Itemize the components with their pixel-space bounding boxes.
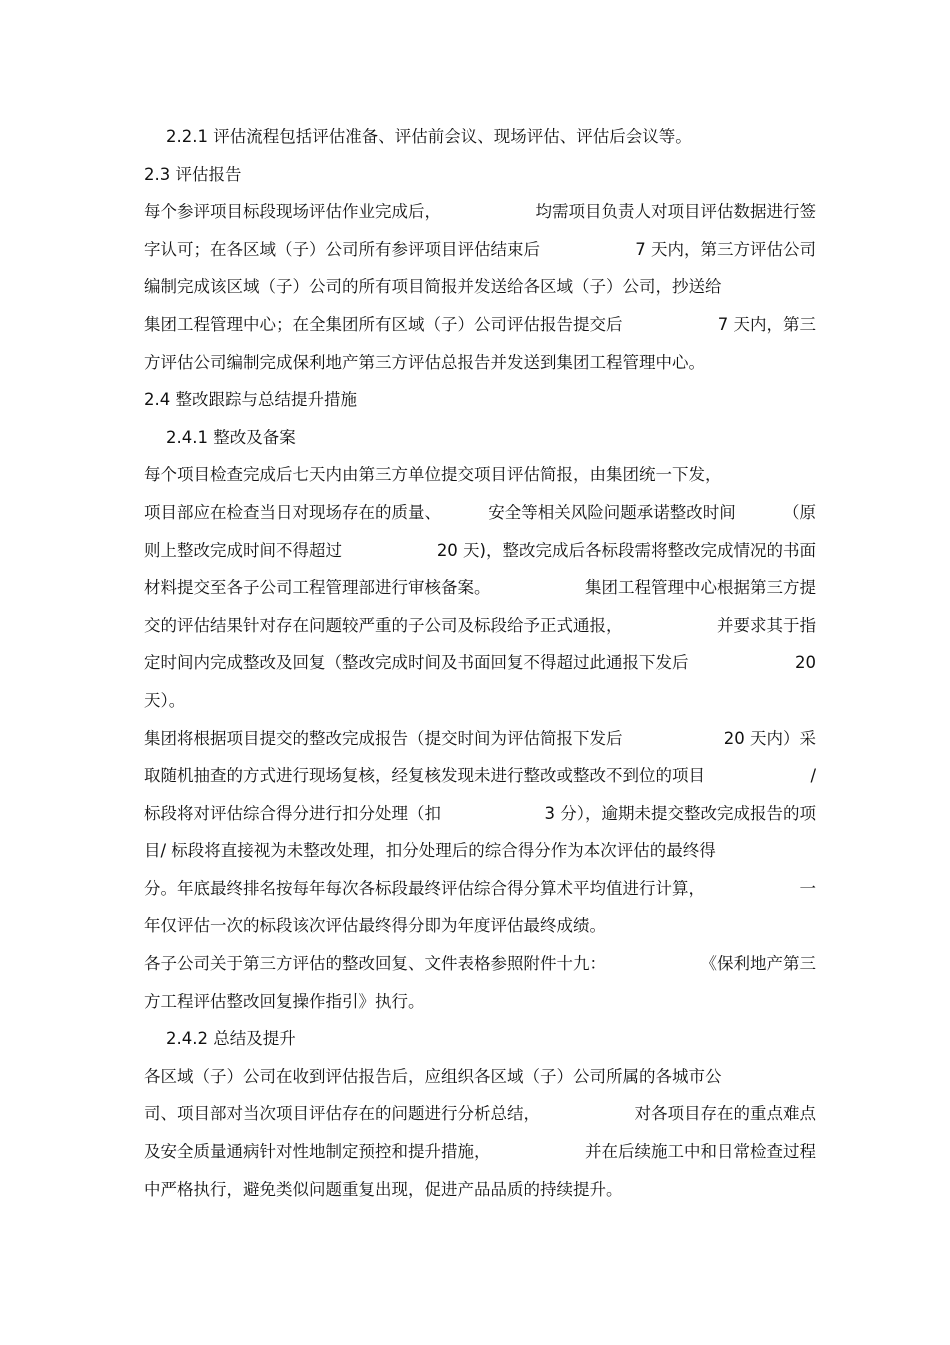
paragraph-line bbox=[144, 569, 816, 607]
text-segment: 分。年底最终排名按每年每次各标段最终评估综合得分算术平均值进行计算， bbox=[144, 878, 705, 898]
paragraph-line: 各区域（子）公司在收到评估报告后，应组织各区域（子）公司所属的各城市公 bbox=[144, 1066, 722, 1086]
text-segment: 集团将根据项目提交的整改完成报告（提交时间为评估简报下发后 bbox=[144, 728, 623, 748]
text-segment: 司、项目部对当次项目评估存在的问题进行分析总结， bbox=[144, 1104, 540, 1124]
text-segment: 一 bbox=[799, 878, 816, 898]
heading-2-2-1: 2.2.1 评估流程包括评估准备、评估前会议、现场评估、评估后会议等。 bbox=[166, 127, 692, 146]
text-segment: 20 天内）采 bbox=[723, 728, 816, 748]
paragraph-line bbox=[144, 231, 816, 269]
text-segment: 字认可；在各区域（子）公司所有参评项目评估结束后 bbox=[144, 239, 540, 259]
text-segment: 标段将对评估综合得分进行扣分处理（扣 bbox=[144, 803, 441, 823]
text-segment: 7 天内，第三 bbox=[717, 314, 816, 334]
paragraph-line bbox=[144, 870, 816, 908]
text-segment: / bbox=[810, 766, 816, 786]
text-segment: 定时间内完成整改及回复（整改完成时间及书面回复不得超过此通报下发后 bbox=[144, 653, 689, 673]
paragraph-line bbox=[144, 644, 816, 682]
paragraph-line: 中严格执行，避免类似问题重复出现，促进产品品质的持续提升。 bbox=[144, 1179, 623, 1199]
text-segment: 交的评估结果针对存在问题较严重的子公司及标段给予正式通报， bbox=[144, 615, 623, 635]
paragraph-line bbox=[144, 720, 816, 758]
heading-2-4-2: 2.4.2 总结及提升 bbox=[166, 1029, 296, 1049]
paragraph-line: 天）。 bbox=[144, 690, 186, 710]
paragraph-line bbox=[144, 306, 816, 344]
text-segment: 项目部应在检查当日对现场存在的质量、 bbox=[144, 502, 441, 522]
text-segment: 均需项目负责人对项目评估数据进行签 bbox=[535, 202, 816, 222]
text-segment: 每个参评项目标段现场评估作业完成后， bbox=[144, 202, 441, 222]
paragraph-line bbox=[144, 945, 816, 983]
text-segment: 20 天)，整改完成后各标段需将整改完成情况的书面 bbox=[436, 540, 816, 560]
text-segment: 则上整改完成时间不得超过 bbox=[144, 540, 342, 560]
text-segment: 取随机抽查的方式进行现场复核，经复核发现未进行整改或整改不到位的项目 bbox=[144, 766, 705, 786]
text-segment: 7 天内，第三方评估公司 bbox=[635, 239, 816, 259]
text-segment: 《保利地产第三 bbox=[700, 954, 816, 974]
paragraph-line bbox=[144, 494, 816, 532]
text-segment: 并在后续施工中和日常检查过程 bbox=[585, 1142, 816, 1162]
text-segment: 集团工程管理中心根据第三方提 bbox=[585, 578, 816, 598]
paragraph-line bbox=[144, 193, 816, 231]
text-segment: 对各项目存在的重点难点 bbox=[634, 1104, 816, 1124]
text-segment: 20 bbox=[795, 653, 816, 673]
paragraph-line bbox=[144, 1133, 816, 1171]
paragraph-line: 年仅评估一次的标段该次评估最终得分即为年度评估最终成绩。 bbox=[144, 916, 606, 936]
text-segment: 3 分），逾期未提交整改完成报告的项 bbox=[544, 803, 816, 823]
paragraph-line: 方评估公司编制完成保利地产第三方评估总报告并发送到集团工程管理中心。 bbox=[144, 352, 705, 372]
paragraph-line bbox=[144, 1095, 816, 1133]
text-segment: 及安全质量通病针对性地制定预控和提升措施， bbox=[144, 1142, 491, 1162]
document-body bbox=[144, 118, 816, 1208]
text-segment: 并要求其于指 bbox=[717, 615, 816, 635]
heading-2-4: 2.4 整改跟踪与总结提升措施 bbox=[144, 390, 357, 410]
text-segment: 安全等相关风险问题承诺整改时间 bbox=[488, 502, 736, 522]
text-segment: 材料提交至各子公司工程管理部进行审核备案。 bbox=[144, 578, 491, 598]
text-segment: 各子公司关于第三方评估的整改回复、文件表格参照附件十九： bbox=[144, 954, 606, 974]
paragraph-line: 目/ 标段将直接视为未整改处理，扣分处理后的综合得分作为本次评估的最终得 bbox=[144, 841, 716, 861]
heading-2-3: 2.3 评估报告 bbox=[144, 164, 242, 184]
paragraph-line: 每个项目检查完成后七天内由第三方单位提交项目评估简报，由集团统一下发， bbox=[144, 465, 722, 485]
paragraph-line: 编制完成该区域（子）公司的所有项目简报并发送给各区域（子）公司，抄送给 bbox=[144, 277, 722, 297]
paragraph-line: 方工程评估整改回复操作指引》执行。 bbox=[144, 991, 425, 1011]
paragraph-line bbox=[144, 607, 816, 645]
text-segment: 集团工程管理中心；在全集团所有区域（子）公司评估报告提交后 bbox=[144, 314, 623, 334]
paragraph-line bbox=[144, 532, 816, 570]
paragraph-line bbox=[144, 757, 816, 795]
text-segment: （原 bbox=[783, 502, 816, 522]
paragraph-line bbox=[144, 795, 816, 833]
heading-2-4-1: 2.4.1 整改及备案 bbox=[166, 427, 296, 447]
